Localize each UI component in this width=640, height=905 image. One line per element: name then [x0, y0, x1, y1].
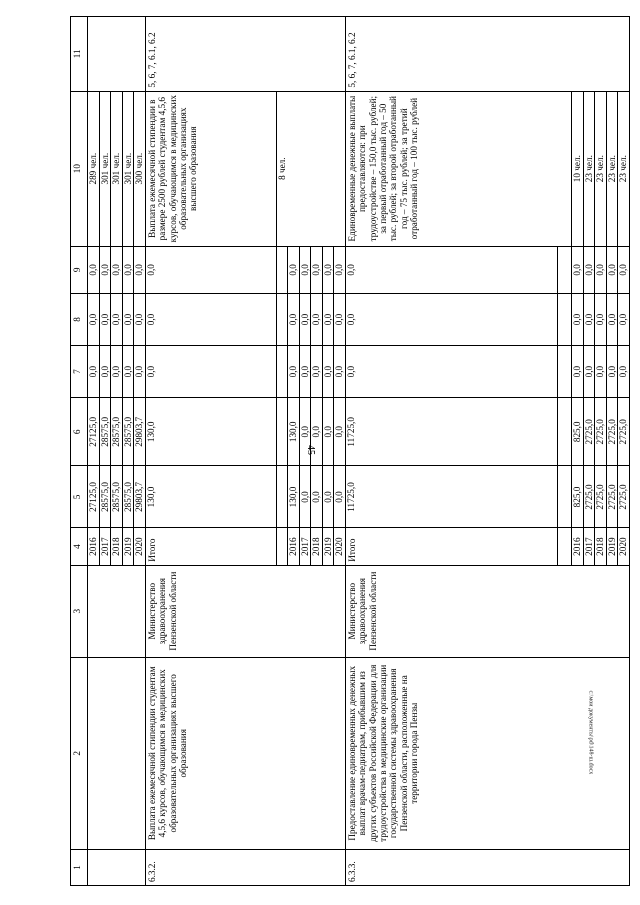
refs-cell: 5, 6, 7, 6.1, 6.2	[145, 17, 345, 92]
value-cell: 0,0	[618, 346, 630, 398]
year-cell: 2017	[99, 528, 111, 565]
spacer-cell	[277, 346, 288, 398]
total-label: Итого	[345, 528, 557, 565]
header-cell: 1	[71, 850, 88, 886]
value-cell: 0,0	[111, 346, 123, 398]
header-cell: 4	[71, 528, 88, 565]
value-cell: 0,0	[618, 246, 630, 293]
year-cell: 2016	[288, 528, 300, 565]
program-activities-table	[70, 16, 630, 886]
indicator-value-cell: 23 чел.	[618, 91, 630, 246]
indicator-value-cell: 289 чел.	[88, 91, 100, 246]
value-cell: 2725,0	[618, 466, 630, 528]
value-cell: 0,0	[322, 246, 334, 293]
empty-cell	[88, 850, 146, 886]
value-cell: 0,0	[572, 293, 584, 345]
value-cell: 2725,0	[583, 466, 595, 528]
year-cell: 2016	[572, 528, 584, 565]
year-cell: 2020	[618, 528, 630, 565]
value-cell: 0,0	[299, 246, 311, 293]
value-cell: 0,0	[88, 346, 100, 398]
value-cell: 825,0	[572, 398, 584, 466]
value-cell: 0,0	[334, 398, 346, 466]
table-row-item-6-3-2	[145, 17, 276, 886]
value-cell: 0,0	[311, 466, 323, 528]
year-cell: 2019	[606, 528, 618, 565]
value-cell: 28575,0	[122, 398, 134, 466]
indicator-value-cell: 23 чел.	[595, 91, 607, 246]
year-cell: 2017	[583, 528, 595, 565]
value-cell: 130,0	[288, 398, 300, 466]
value-cell: 0,0	[99, 246, 111, 293]
value-cell: 28575,0	[99, 466, 111, 528]
value-cell: 0,0	[288, 246, 300, 293]
value-cell: 0,0	[322, 293, 334, 345]
value-cell: 0,0	[111, 293, 123, 345]
value-cell: 0,0	[345, 346, 557, 398]
spacer-cell	[558, 466, 572, 528]
value-cell: 2725,0	[618, 398, 630, 466]
value-cell: 0,0	[134, 246, 146, 293]
value-cell: 0,0	[288, 346, 300, 398]
indicator-value-cell: 301 чел.	[99, 91, 111, 246]
value-cell: 0,0	[288, 293, 300, 345]
value-cell: 27125,0	[88, 466, 100, 528]
value-cell: 0,0	[606, 346, 618, 398]
header-cell: 7	[71, 346, 88, 398]
refs-cell: 5, 6, 7, 6.1, 6.2	[345, 17, 629, 92]
indicator-value-cell: 301 чел.	[111, 91, 123, 246]
value-cell: 0,0	[322, 346, 334, 398]
value-cell: 0,0	[572, 246, 584, 293]
header-cell: 2	[71, 657, 88, 849]
indicator-value-cell: 10 чел.	[572, 91, 584, 246]
value-cell: 0,0	[99, 346, 111, 398]
item-executor: Министерство здравоохранения Пензенской области	[345, 565, 629, 657]
value-cell: 28575,0	[122, 466, 134, 528]
year-cell: 2018	[311, 528, 323, 565]
value-cell: 11725,0	[345, 466, 557, 528]
spacer-cell	[277, 246, 288, 293]
year-cell: 2017	[299, 528, 311, 565]
value-cell: 0,0	[322, 466, 334, 528]
header-cell: 8	[71, 293, 88, 345]
value-cell: 28575,0	[111, 466, 123, 528]
spacer-cell	[277, 528, 288, 565]
value-cell: 0,0	[299, 293, 311, 345]
value-cell: 130,0	[145, 398, 276, 466]
item-name: Предоставление единовременных денежных выплат врачам-педиатрам, прибывшим из других субъектов Российской Федерации для трудоустройства в медицинские организации государственной системы здравоохранения Пензенской области, расположенные на территории города Пензы	[345, 657, 629, 849]
header-cell: 9	[71, 246, 88, 293]
header-cell: 11	[71, 17, 88, 92]
value-cell: 0,0	[572, 346, 584, 398]
value-cell: 0,0	[134, 346, 146, 398]
table-row	[88, 17, 100, 886]
header-cell: 6	[71, 398, 88, 466]
value-cell: 0,0	[345, 293, 557, 345]
value-cell: 0,0	[111, 246, 123, 293]
value-cell: 0,0	[345, 246, 557, 293]
header-row	[71, 17, 88, 886]
value-cell: 0,0	[122, 246, 134, 293]
spacer-cell	[277, 466, 288, 528]
value-cell: 0,0	[334, 246, 346, 293]
value-cell: 0,0	[134, 293, 146, 345]
value-cell: 130,0	[145, 466, 276, 528]
value-cell: 0,0	[322, 398, 334, 466]
value-cell: 0,0	[595, 346, 607, 398]
spacer-cell	[277, 293, 288, 345]
value-cell: 0,0	[99, 293, 111, 345]
value-cell: 0,0	[334, 346, 346, 398]
value-cell: 0,0	[595, 246, 607, 293]
indicator-description: Единовременные денежные выплаты предоставляются: при трудоустройстве – 150,0 тыс. рублей; за первый отработанный год – 50 тыс. рублей; за второй отработанный год – 75 тыс. рублей; за третий отработанный год – 100 тыс. рублей	[345, 91, 571, 246]
indicator-description: Выплата ежемесячной стипендии в размере 2500 рублей студентам 4,5,6 курсов, обучающимся в медицинских образовательных организациях высшего образования	[145, 91, 276, 246]
value-cell: 0,0	[311, 293, 323, 345]
value-cell: 0,0	[618, 293, 630, 345]
value-cell: 2725,0	[606, 466, 618, 528]
value-cell: 27125,0	[88, 398, 100, 466]
value-cell: 0,0	[583, 346, 595, 398]
value-cell: 28575,0	[99, 398, 111, 466]
year-cell: 2016	[88, 528, 100, 565]
value-cell: 2725,0	[595, 466, 607, 528]
value-cell: 0,0	[145, 346, 276, 398]
year-cell: 2019	[322, 528, 334, 565]
value-cell: 29803,7	[134, 398, 146, 466]
value-cell: 0,0	[334, 293, 346, 345]
indicator-value-cell: 300 чел.	[134, 91, 146, 246]
year-cell: 2020	[334, 528, 346, 565]
empty-cell	[88, 565, 146, 657]
value-cell: 2725,0	[583, 398, 595, 466]
value-cell: 0,0	[299, 466, 311, 528]
header-cell: 10	[71, 91, 88, 246]
value-cell: 2725,0	[595, 398, 607, 466]
value-cell: 28575,0	[111, 398, 123, 466]
value-cell: 0,0	[334, 466, 346, 528]
spacer-cell	[558, 528, 572, 565]
spacer-cell	[277, 398, 288, 466]
item-number: 6.3.3.	[345, 850, 629, 886]
spacer-cell	[558, 346, 572, 398]
value-cell: 0,0	[145, 293, 276, 345]
total-label: Итого	[145, 528, 276, 565]
indicator-value-cell: 8 чел.	[277, 91, 346, 246]
value-cell: 2725,0	[606, 398, 618, 466]
value-cell: 0,0	[311, 398, 323, 466]
value-cell: 130,0	[288, 466, 300, 528]
value-cell: 0,0	[595, 293, 607, 345]
value-cell: 0,0	[311, 346, 323, 398]
value-cell: 0,0	[311, 246, 323, 293]
spacer-cell	[558, 246, 572, 293]
value-cell: 0,0	[122, 293, 134, 345]
value-cell: 0,0	[145, 246, 276, 293]
value-cell: 0,0	[299, 398, 311, 466]
value-cell: 0,0	[299, 346, 311, 398]
indicator-value-cell: 301 чел.	[122, 91, 134, 246]
value-cell: 0,0	[88, 293, 100, 345]
header-cell: 5	[71, 466, 88, 528]
value-cell: 0,0	[122, 346, 134, 398]
item-name: Выплата ежемесячной стипендии студентам 4,5,6 курсов, обучающимся в медицинских образовательных организациях высшего образования	[145, 657, 345, 849]
value-cell: 825,0	[572, 466, 584, 528]
table-row-item-6-3-3	[345, 17, 557, 886]
empty-cell	[88, 17, 146, 92]
value-cell: 11725,0	[345, 398, 557, 466]
year-cell: 2018	[595, 528, 607, 565]
year-cell: 2020	[134, 528, 146, 565]
value-cell: 0,0	[88, 246, 100, 293]
value-cell: 29803,7	[134, 466, 146, 528]
item-number: 6.3.2.	[145, 850, 345, 886]
rotated-table-container	[70, 16, 630, 886]
year-cell: 2018	[111, 528, 123, 565]
value-cell: 0,0	[606, 246, 618, 293]
value-cell: 0,0	[606, 293, 618, 345]
empty-cell	[88, 657, 146, 849]
value-cell: 0,0	[583, 246, 595, 293]
footer-file-path: c:\мои документы\pd\148-ш.docx	[587, 690, 594, 774]
indicator-value-cell: 23 чел.	[583, 91, 595, 246]
item-executor: Министерство здравоохранения Пензенской области	[145, 565, 345, 657]
page-number: 45	[305, 445, 316, 455]
value-cell: 0,0	[583, 293, 595, 345]
header-cell: 3	[71, 565, 88, 657]
spacer-cell	[558, 398, 572, 466]
year-cell: 2019	[122, 528, 134, 565]
indicator-value-cell: 23 чел.	[606, 91, 618, 246]
spacer-cell	[558, 293, 572, 345]
